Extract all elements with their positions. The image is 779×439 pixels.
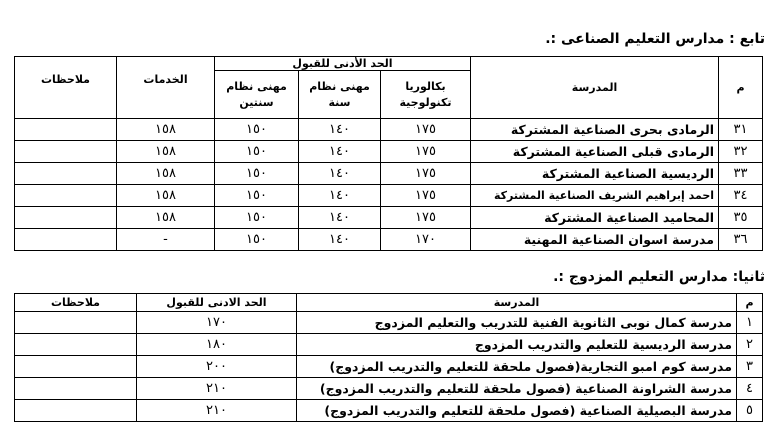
section2-rows xyxy=(15,312,763,422)
row-services: ١٥٨ xyxy=(117,163,215,185)
row-num: ٥ xyxy=(737,400,763,422)
header-num: م xyxy=(737,294,763,312)
row-num: ٣٣ xyxy=(719,163,763,185)
row-num: ٣ xyxy=(737,356,763,378)
row-notes xyxy=(15,185,117,207)
row-bac: ١٧٠ xyxy=(381,229,471,251)
row-notes xyxy=(15,400,137,422)
row-notes xyxy=(15,229,117,251)
table-row xyxy=(15,141,763,163)
row-bac: ١٧٥ xyxy=(381,185,471,207)
section1-heading: تابع : مدارس التعليم الصناعى :. xyxy=(545,31,765,47)
header-one-year: مهنى نظام سنة xyxy=(299,71,381,119)
row-school: مدرسة اسوان الصناعية المهنية xyxy=(471,229,719,251)
table-row xyxy=(15,207,763,229)
row-num: ٣٢ xyxy=(719,141,763,163)
table-row xyxy=(15,378,763,400)
row-bac: ١٧٥ xyxy=(381,207,471,229)
table-row xyxy=(15,185,763,207)
table-row xyxy=(15,400,763,422)
row-one-year: ١٤٠ xyxy=(299,185,381,207)
row-school: مدرسة الرديسية للتعليم والتدريب المزدوج xyxy=(297,334,737,356)
row-services: - xyxy=(117,229,215,251)
row-min: ٢١٠ xyxy=(137,378,297,400)
row-notes xyxy=(15,207,117,229)
row-min: ١٧٠ xyxy=(137,312,297,334)
row-notes xyxy=(15,356,137,378)
header-notes: ملاحظات xyxy=(15,57,117,119)
row-school: مدرسة كوم امبو التجارية(فصول ملحقة للتعليم والتدريب المزدوج) xyxy=(297,356,737,378)
row-services: ١٥٨ xyxy=(117,207,215,229)
row-num: ٤ xyxy=(737,378,763,400)
row-min: ٢٠٠ xyxy=(137,356,297,378)
row-two-year: ١٥٠ xyxy=(215,163,299,185)
dual-education-table xyxy=(14,293,763,422)
header-min-group: الحد الأدنى للقبول xyxy=(215,57,471,71)
header-num: م xyxy=(719,57,763,119)
row-notes xyxy=(15,378,137,400)
header-school: المدرسة xyxy=(297,294,737,312)
header-min: الحد الادنى للقبول xyxy=(137,294,297,312)
row-notes xyxy=(15,334,137,356)
header-services: الخدمات xyxy=(117,57,215,119)
row-two-year: ١٥٠ xyxy=(215,229,299,251)
row-num: ٣٤ xyxy=(719,185,763,207)
table-row xyxy=(15,229,763,251)
row-services: ١٥٨ xyxy=(117,119,215,141)
row-min: ٢١٠ xyxy=(137,400,297,422)
row-services: ١٥٨ xyxy=(117,141,215,163)
row-min: ١٨٠ xyxy=(137,334,297,356)
row-num: ٣١ xyxy=(719,119,763,141)
row-school: المحاميد الصناعية المشتركة xyxy=(471,207,719,229)
row-one-year: ١٤٠ xyxy=(299,141,381,163)
header-bac: بكالوريا تكنولوجية xyxy=(381,71,471,119)
row-two-year: ١٥٠ xyxy=(215,119,299,141)
row-two-year: ١٥٠ xyxy=(215,141,299,163)
row-one-year: ١٤٠ xyxy=(299,119,381,141)
row-school: مدرسة الشراونة الصناعية (فصول ملحقة للتعليم والتدريب المزدوج) xyxy=(297,378,737,400)
row-services: ١٥٨ xyxy=(117,185,215,207)
table-row xyxy=(15,119,763,141)
row-school: الرديسية الصناعية المشتركة xyxy=(471,163,719,185)
row-bac: ١٧٥ xyxy=(381,119,471,141)
table-row xyxy=(15,163,763,185)
row-num: ٢ xyxy=(737,334,763,356)
row-school: الرمادى بحرى الصناعية المشتركة xyxy=(471,119,719,141)
table-row xyxy=(15,356,763,378)
industrial-schools-table xyxy=(14,56,763,251)
table-row xyxy=(15,312,763,334)
row-school: الرمادى قبلى الصناعية المشتركة xyxy=(471,141,719,163)
row-two-year: ١٥٠ xyxy=(215,207,299,229)
row-notes xyxy=(15,141,117,163)
row-notes xyxy=(15,163,117,185)
header-school: المدرسة xyxy=(471,57,719,119)
row-one-year: ١٤٠ xyxy=(299,207,381,229)
section2-heading: ثانيا: مدارس التعليم المزدوج :. xyxy=(553,269,765,285)
row-num: ١ xyxy=(737,312,763,334)
row-two-year: ١٥٠ xyxy=(215,185,299,207)
section1-rows xyxy=(15,119,763,251)
row-school: احمد إبراهيم الشريف الصناعية المشتركة xyxy=(471,185,719,207)
header-two-year: مهنى نظام سنتين xyxy=(215,71,299,119)
row-one-year: ١٤٠ xyxy=(299,163,381,185)
row-one-year: ١٤٠ xyxy=(299,229,381,251)
row-num: ٣٥ xyxy=(719,207,763,229)
row-bac: ١٧٥ xyxy=(381,141,471,163)
row-notes xyxy=(15,312,137,334)
table-row xyxy=(15,334,763,356)
row-notes xyxy=(15,119,117,141)
row-school: مدرسة البصيلية الصناعية (فصول ملحقة للتعليم والتدريب المزدوج) xyxy=(297,400,737,422)
header-notes: ملاحظات xyxy=(15,294,137,312)
row-num: ٣٦ xyxy=(719,229,763,251)
row-bac: ١٧٥ xyxy=(381,163,471,185)
row-school: مدرسة كمال نوبى الثانوية الفنية للتدريب والتعليم المزدوج xyxy=(297,312,737,334)
